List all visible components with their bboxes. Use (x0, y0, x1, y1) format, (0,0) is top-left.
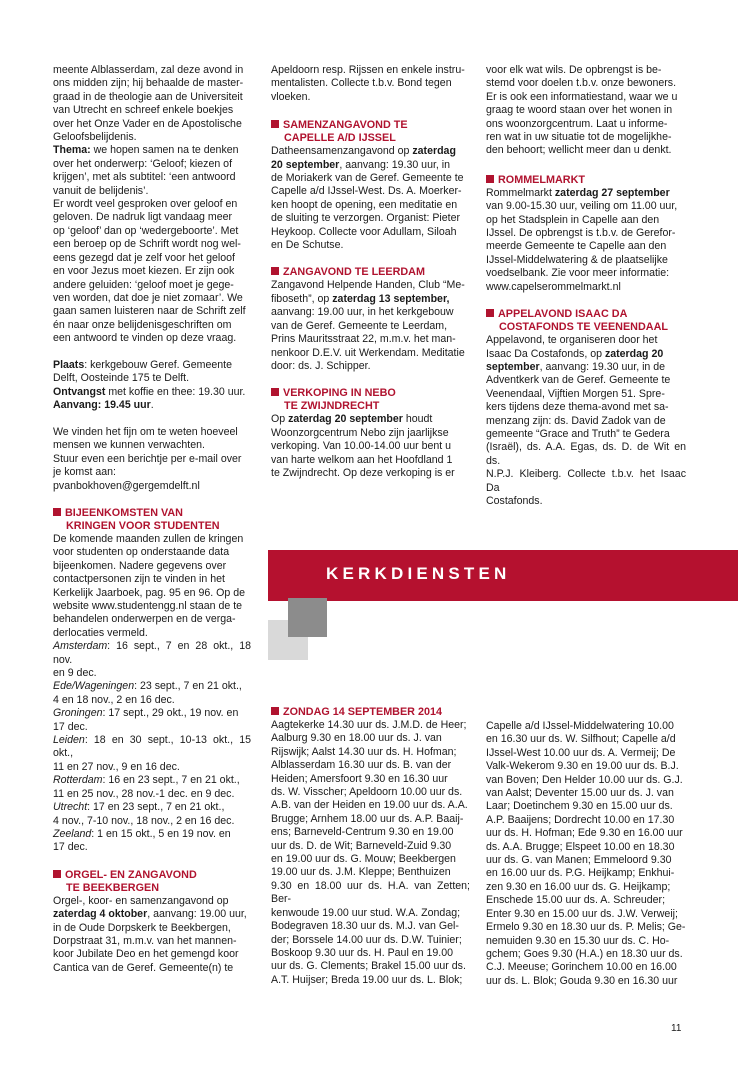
closing-paragraph (53, 426, 251, 493)
date-bold: zaterdag 4 oktober (53, 908, 148, 921)
section-heading-leerdam (271, 266, 470, 279)
text-line: nenkoor D.E.V. uit Werkendam. Meditatie (271, 346, 465, 359)
text-line: IJssel. De opbrengst is t.b.v. de Gerefor- (486, 227, 676, 240)
square-bullet-icon (486, 175, 494, 183)
text-line: Dorpstraat 31, m.m.v. van het mannen- (53, 934, 237, 947)
text-line: een beroep op de Schrift wordt nog wel- (53, 238, 241, 251)
text-line (53, 144, 251, 157)
services-column-b (486, 720, 686, 988)
text-span: : 17 en 23 sept., 7 en 21 okt., (87, 801, 225, 814)
event-details (53, 359, 251, 413)
column-1 (53, 64, 251, 975)
text-line: graad in de theologie aan de Universiteit (53, 90, 243, 103)
text-line (271, 159, 470, 172)
text-line: der; Borssele 14.00 uur ds. D.W. Tuinier; (271, 933, 462, 946)
text-line: Aalburg 9.30 en 18.00 uur ds. J. van (271, 732, 442, 745)
text-line: meente Alblasserdam, zal deze avond in (53, 64, 244, 76)
text-span: : 18 en 30 sept., 10-13 okt., 15 okt., (53, 734, 251, 760)
text-span: . (150, 399, 154, 412)
heading-line: ORGEL- EN ZANGAVOND (65, 868, 197, 881)
text-line: ren wat in uw situatie tot de mogelijkhe- (486, 131, 672, 144)
column-2 (271, 64, 470, 480)
text-line: C.J. Meeuse; Gorinchem 10.00 en 16.00 (486, 961, 677, 974)
text-line: vanuit de belijdenis’. (53, 184, 149, 197)
text-line: je komst aan: (53, 466, 117, 479)
thema-paragraph (53, 144, 251, 198)
text-line: N.P.J. Kleiberg. Collecte t.b.v. het Isaac Da (486, 468, 686, 494)
text-line: uur ds. L. Blok; Gouda 9.30 en 16.30 uur (486, 974, 678, 987)
text-line: én naar onze belijdenisgeschriften om (53, 318, 232, 331)
continuation-paragraph (486, 64, 686, 158)
heading-line: ROMMELMARKT (498, 173, 585, 186)
text-line: meerde Gemeente te Capelle aan den (486, 240, 667, 253)
text-line: in de Oude Dorpskerk te Beekbergen, (53, 921, 231, 934)
text-line: Brugge; Arnhem 18.00 uur ds. A.P. Baaij- (271, 812, 464, 825)
text-line: ven worden, dat doe je niet zomaar’. We (53, 291, 243, 304)
text-line: gemeente “Grace and Truth” te Gedera (486, 427, 670, 440)
text-line (271, 293, 470, 306)
text-line: over het onderwerp: ‘Geloof; kiezen of (53, 157, 233, 170)
square-bullet-icon (271, 267, 279, 275)
text-line: mensen we kunnen verwachten. (53, 439, 205, 452)
text-line: Capelle a/d IJssel-Middelwatering 10.00 (486, 720, 674, 732)
verkoping-paragraph (271, 413, 470, 480)
text-line: bijeenkomen. Nadere gegevens over (53, 559, 227, 572)
text-line: over het Onze Vader en de Apostolische (53, 117, 242, 130)
heading-line: CAPELLE A/D IJSSEL (284, 132, 396, 145)
text-span: Rommelmarkt (486, 186, 555, 199)
text-line: 4 nov., 7-10 nov., 18 nov., 2 en 16 dec. (53, 814, 235, 827)
list-item (53, 734, 251, 761)
square-bullet-icon (53, 870, 61, 878)
text-line: andere geluiden: ‘geloof moet je gege- (53, 278, 234, 291)
text-line: van de Geref. Gemeente te Leerdam, (271, 319, 448, 332)
text-line: nemuiden 9.30 en 15.30 uur ds. C. Ho- (486, 934, 670, 947)
text-span: fiboseth”, op (271, 292, 333, 305)
text-line: op het Stadsplein in Capelle aan den (486, 213, 660, 226)
heading-line: COSTAFONDS TE VEENENDAAL (499, 321, 668, 334)
text-line: Ermelo 9.30 en 18.30 uur ds. P. Melis; Ge- (486, 921, 686, 934)
text-span: we hopen samen na te denken (90, 144, 239, 157)
text-line: voor elk wat wils. De opbrengst is be- (486, 64, 662, 76)
city-name: Zeeland (53, 827, 92, 840)
text-line: Heykoop. Collecte voor Adullam, Siloah (271, 225, 457, 238)
square-bullet-icon (271, 707, 279, 715)
text-line: 17 dec. (53, 841, 88, 854)
text-line: Apeldoorn resp. Rijssen en enkele instru- (271, 64, 465, 76)
text-line: en 9 dec. (53, 667, 97, 680)
list-item (53, 640, 251, 667)
text-line: uur ds. D. de Wit; Barneveld-Zuid 9.30 (271, 839, 452, 852)
text-line: kers tijdens deze thema-avond met sa- (486, 401, 669, 414)
services-list (271, 719, 470, 987)
services-list (486, 720, 686, 988)
text-line: ens; Barneveld-Centrum 9.30 en 19.00 (271, 826, 454, 839)
intro-paragraph (53, 64, 251, 144)
text-line: Geloofsbelijdenis. (53, 131, 137, 144)
text-line: voor studenten op onderstaande data (53, 546, 230, 559)
text-line: uur ds. G. van Manen; Emmeloord 9.30 (486, 854, 672, 867)
city-name: Ede/Wageningen (53, 680, 135, 693)
text-line: van 9.00-15.30 uur, veiling om 11.00 uur, (486, 200, 678, 213)
ontvangst-label: Ontvangst (53, 385, 106, 398)
text-line: Laar; Doetinchem 9.30 en 15.00 uur ds. (486, 800, 673, 813)
text-line: 9.30 en 18.00 uur ds. H.A. van Zetten; Ber- (271, 879, 470, 906)
text-line: ons midden zijn; hij behaalde de master- (53, 77, 244, 90)
text-line: de Moriakerk van de Geref. Gemeente te (271, 172, 464, 185)
text-line: Delft, Oosteinde 175 te Delft. (53, 372, 190, 385)
text-span: Isaac Da Costafonds, op (486, 347, 605, 360)
text-span: : 16 en 23 sept., 7 en 21 okt., (102, 774, 240, 787)
section-heading-samenzangavond (271, 119, 470, 145)
text-line: graag te woord staan over het wonen in (486, 104, 673, 117)
date-bold: september (486, 360, 540, 373)
appelavond-paragraph (486, 334, 686, 508)
text-span: Op (271, 413, 289, 426)
heading-line: BIJEENKOMSTEN VAN (65, 506, 183, 519)
section-heading-verkoping (271, 387, 470, 413)
text-line: 4 en 18 nov., 2 en 16 dec. (53, 693, 175, 706)
text-span: , aanvang: 19.00 uur, (147, 908, 247, 921)
text-span: , aanvang: 19.30 uur, in (339, 158, 451, 171)
text-line: krijgen’, met als subtitel: ‘een antwoord (53, 171, 236, 184)
text-line (53, 399, 251, 412)
section-heading-zondag (271, 706, 470, 719)
text-line (486, 348, 686, 361)
text-line: Boskoop 9.30 uur ds. H. Paul en 19.00 (271, 946, 453, 959)
text-line: van Boven; Den Helder 10.00 uur ds. G.J. (486, 773, 683, 786)
heading-line: ZONDAG 14 SEPTEMBER 2014 (283, 706, 443, 718)
text-span: : 16 sept., 7 en 28 okt., 18 nov. (53, 640, 251, 666)
text-line: geloven. De nadruk ligt vandaag meer (53, 211, 233, 224)
text-line: gaan samen luisteren naar de Schrift zelf (53, 305, 246, 318)
heading-line: TE ZWIJNDRECHT (284, 400, 380, 413)
city-name: Utrecht (53, 801, 88, 814)
text-line: Adventkerk van de Geref. Gemeente te (486, 374, 671, 387)
services-column-a (271, 706, 470, 987)
text-line: ken hoopt de opening, een meditatie en (271, 198, 458, 211)
section-heading-orgel (53, 869, 251, 895)
date-bold: zaterdag 13 september, (332, 292, 450, 305)
column-3 (486, 64, 686, 508)
square-bullet-icon (486, 309, 494, 317)
bijeenkomsten-paragraph (53, 533, 251, 640)
city-name: Groningen (53, 707, 103, 720)
text-line: ds. A.A. Brugge; Elspeet 10.00 en 18.30 (486, 840, 675, 853)
text-line: den behoort; wellicht meer dan u denkt. (486, 144, 672, 157)
text-line: Cantica van de Geref. Gemeente(n) te (53, 961, 234, 974)
city-name: Rotterdam (53, 774, 103, 787)
text-line: en De Schutse. (271, 239, 344, 252)
heading-line: KRINGEN VOOR STUDENTEN (66, 519, 220, 532)
page-number: 11 (671, 1023, 682, 1034)
continuation-paragraph (271, 64, 470, 104)
text-line: IJssel-Middelwatering & de plaatselijke (486, 253, 668, 266)
text-line: A.T. Huijser; Breda 19.00 uur ds. L. Blok; (271, 973, 463, 986)
samenzang-paragraph (271, 145, 470, 252)
text-line: koor Jubilate Deo en het gemengd koor (53, 948, 239, 961)
text-line: We vinden het fijn om te weten hoeveel (53, 425, 238, 438)
text-line: de sluiting te verzorgen. Organist: Pieter (271, 212, 461, 225)
text-line: website www.studentengg.nl staan de te (53, 600, 243, 612)
text-line: uur ds. G. Clements; Brakel 15.00 uur ds. (271, 960, 466, 973)
text-line: en 19.00 uur ds. G. Mouw; Beekbergen (271, 853, 456, 866)
text-line: ds. W. Visscher; Apeldoorn 10.00 uur ds. (271, 786, 463, 799)
text-line: behandelen onderwerpen en de verga- (53, 613, 236, 626)
text-line: een antwoord te vinden op deze vraag. (53, 332, 237, 345)
text-line: zen 9.30 en 16.00 uur ds. G. Heijkamp; (486, 880, 671, 893)
text-line (271, 413, 470, 426)
text-line: Enschede 15.00 uur ds. A. Schreuder; (486, 894, 666, 907)
text-line: en 16.30 uur ds. W. Silfhout; Capelle a/d (486, 733, 676, 746)
list-item (53, 680, 251, 693)
city-name: Leiden (53, 734, 85, 747)
thema-label: Thema: (53, 144, 91, 157)
body-paragraph (53, 198, 251, 345)
text-line: Bodegraven 18.30 uur ds. M.J. van Gel- (271, 920, 459, 933)
text-line: uur ds. H. Hofman; Ede 9.30 en 16.00 uur (486, 827, 683, 840)
text-line: Costafonds. (486, 494, 543, 507)
text-line (486, 361, 686, 374)
text-line: Zangavond Helpende Handen, Club “Me- (271, 279, 465, 292)
rommelmarkt-paragraph (486, 187, 686, 294)
text-line: derlocaties vermeld. (53, 626, 148, 639)
text-line: 19.00 uur ds. J.M. Kleppe; Benthuizen (271, 866, 451, 879)
text-line: vloeken. (271, 90, 311, 103)
text-line (271, 145, 470, 158)
text-line: gchem; Goes 9.30 (H.A.) en 18.30 uur ds. (486, 947, 683, 960)
heading-line: TE BEEKBERGEN (66, 881, 159, 894)
text-span: : 23 sept., 7 en 21 okt., (134, 680, 242, 693)
square-bullet-icon (53, 508, 61, 516)
text-line: Kerkelijk Jaarboek, pag. 95 en 96. Op de (53, 586, 245, 599)
list-item (53, 801, 251, 814)
text-line: Enter 9.30 en 15.00 uur ds. J.W. Verweij; (486, 907, 678, 920)
text-line: A.P. Baaijens; Dordrecht 10.00 en 17.30 (486, 813, 675, 826)
text-line: IJssel-West 10.00 uur ds. A. Vermeij; De (486, 746, 676, 759)
list-item (53, 707, 251, 720)
text-span: : kerkgebouw Geref. Gemeente (84, 358, 233, 371)
text-line (53, 386, 251, 399)
heading-line: VERKOPING IN NEBO (283, 387, 396, 400)
date-bold: zaterdag 20 september (288, 413, 403, 426)
website-url: www.capelserommelmarkt.nl (486, 280, 621, 293)
text-line: Capelle a/d IJssel-West. Ds. A. Moerker- (271, 185, 462, 198)
date-bold: zaterdag (412, 145, 456, 158)
text-span: Datheensamenzangavond op (271, 145, 413, 158)
heading-line: SAMENZANGAVOND TE (283, 119, 408, 132)
text-line: menzang zijn: ds. David Zadok van de (486, 414, 666, 427)
text-line: Aagtekerke 14.30 uur ds. J.M.D. de Heer; (271, 719, 467, 731)
text-line (53, 359, 251, 372)
text-line: Valk-Wekerom 9.30 en 19.00 uur ds. B.J. (486, 760, 679, 773)
text-line: Orgel-, koor- en samenzangavond op (53, 894, 229, 907)
aanvang-label: Aanvang: 19.45 uur (53, 399, 151, 412)
text-line: (Israël), ds. A.A. Egas, ds. D. de Wit en ds. (486, 441, 686, 467)
text-line: en 16.00 uur ds. P.G. Heijkamp; Enkhui- (486, 867, 675, 880)
text-line: van harte welkom aan het Hoofdland 1 (271, 453, 453, 466)
text-line: ons woonzorgcentrum. Laat u informe- (486, 117, 668, 130)
section-heading-rommelmarkt (486, 174, 686, 187)
text-line: Prins Mauritsstraat 22, m.m.v. het man- (271, 333, 456, 346)
text-line: A.B. van der Heiden en 19.00 uur ds. A.A. (271, 799, 468, 812)
text-line: voedselbank. Zie voor meer informatie: (486, 267, 670, 280)
text-line: De komende maanden zullen de kringen (53, 532, 244, 545)
text-span: : 1 en 15 okt., 5 en 19 nov. en (91, 827, 231, 840)
section-heading-bijeenkomsten (53, 507, 251, 533)
text-line: Rijswijk; Aalst 14.30 uur ds. H. Hofman; (271, 745, 457, 758)
text-line: Heiden; Amersfoort 9.30 en 16.30 uur (271, 772, 448, 785)
square-bullet-icon (271, 388, 279, 396)
text-line: en voor Jezus moet kiezen. Er zijn ook (53, 265, 235, 278)
text-line: verkoping. Van 10.00-14.00 uur bent u (271, 440, 452, 453)
text-line: kenwoude 19.00 uur stud. W.A. Zondag; (271, 906, 461, 919)
text-line: eens gezegd dat je zelf voor het geloof (53, 251, 235, 264)
text-line: te Zwijndrecht. Op deze verkoping is er (271, 466, 455, 479)
list-item (53, 774, 251, 787)
section-heading-appelavond (486, 308, 686, 334)
date-bold: zaterdag 20 (604, 347, 664, 360)
text-line (486, 187, 686, 200)
text-line: van Aalst; Deventer 15.00 uur ds. J. van (486, 787, 674, 800)
text-span: houdt (402, 413, 433, 426)
heading-line: APPELAVOND ISAAC DA (498, 308, 628, 321)
city-name: Amsterdam (53, 640, 108, 653)
text-line: contactpersonen zijn te vinden in het (53, 573, 225, 586)
banner-title: KERKDIENSTEN (326, 564, 511, 583)
text-span: , aanvang: 19.30 uur, in de (539, 360, 666, 373)
text-line: Er is ook een informatiestand, waar we u (486, 90, 678, 103)
text-line: 11 en 27 nov., 9 en 16 dec. (53, 760, 180, 773)
date-bold: zaterdag 27 september (554, 186, 670, 199)
text-span: : 17 sept., 29 okt., 19 nov. en (102, 707, 239, 720)
city-list (53, 640, 251, 855)
orgel-paragraph (53, 895, 251, 975)
list-item (53, 828, 251, 841)
leerdam-paragraph (271, 279, 470, 373)
plaats-label: Plaats (53, 358, 85, 371)
text-line: aanvang: 19.00 uur, in het kerkgebouw (271, 306, 454, 319)
text-line (53, 908, 251, 921)
text-line: stemd voor doelen t.b.v. onze bewoners. (486, 77, 677, 90)
text-line: op ‘geloof’ dan op ‘wedergeboorte’. Met (53, 224, 239, 237)
text-line: Woonzorgcentrum Nebo zijn jaarlijkse (271, 426, 449, 439)
text-line: door: ds. J. Schipper. (271, 359, 371, 372)
decorative-square-grey (288, 598, 327, 637)
text-line: van Utrecht en schreef enkele boekjes (53, 104, 234, 117)
text-line: Appelavond, te organiseren door het (486, 334, 658, 347)
text-line: mentalisten. Collecte t.b.v. Bond tegen (271, 77, 452, 90)
text-line: Er wordt veel gesproken over geloof en (53, 198, 238, 211)
date-bold: 20 september (271, 158, 340, 171)
heading-line: ZANGAVOND TE LEERDAM (283, 266, 425, 279)
text-span: met koffie en thee: 19.30 uur. (105, 385, 246, 398)
square-bullet-icon (271, 120, 279, 128)
email-address: pvanbokhoven@gergemdelft.nl (53, 479, 200, 492)
text-line: Stuur even een berichtje per e-mail over (53, 452, 242, 465)
text-line: 17 dec. (53, 720, 88, 733)
text-line: 11 en 25 nov., 28 nov.-1 dec. en 9 dec. (53, 787, 235, 800)
text-line: Alblasserdam 16.30 uur ds. B. van der (271, 759, 452, 772)
text-line: Veenendaal, Vijftien Morgen 51. Spre- (486, 387, 665, 400)
